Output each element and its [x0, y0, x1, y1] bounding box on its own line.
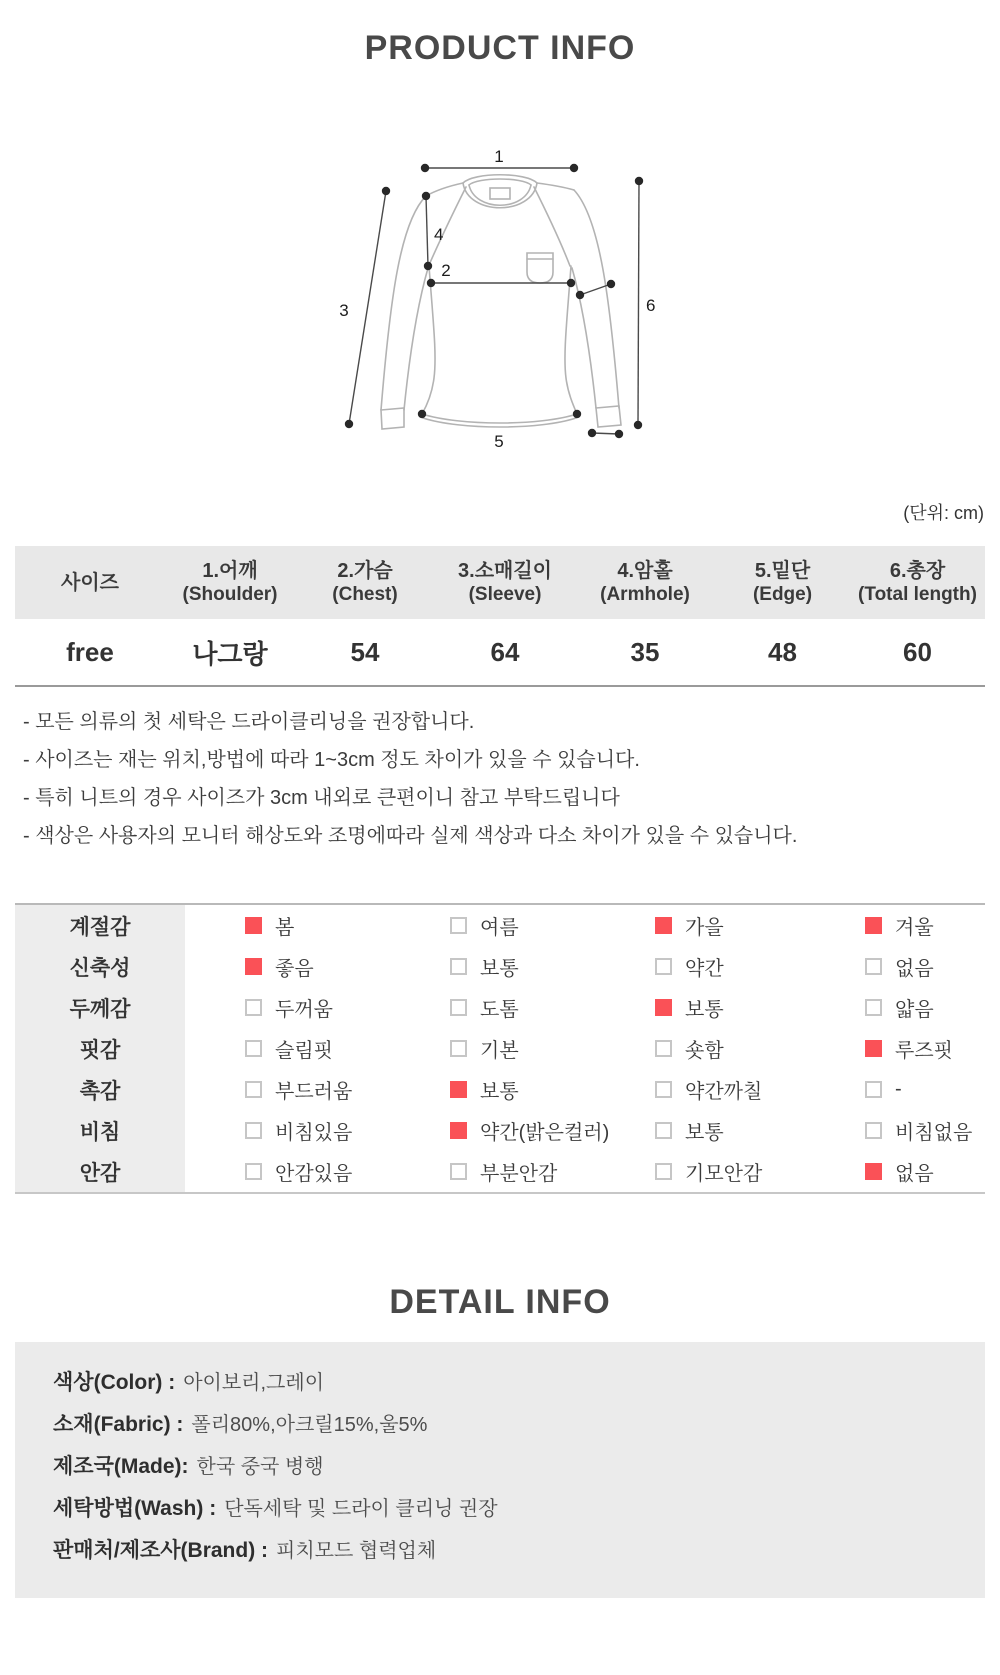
feature-option-label: 기본 — [480, 1040, 519, 1062]
page-title: PRODUCT INFO — [364, 29, 636, 67]
feature-option — [185, 987, 390, 1028]
feature-option — [805, 946, 985, 987]
feature-option — [595, 1069, 805, 1110]
measure-label-5: 5 — [494, 432, 504, 450]
checkbox-icon — [865, 917, 882, 934]
size-table-header-ko: 5.밑단 — [754, 560, 811, 582]
feature-option — [185, 1028, 390, 1069]
care-notes — [15, 703, 985, 855]
size-table-data-row — [15, 619, 985, 687]
feature-table — [15, 903, 985, 1194]
feature-option-label: 여름 — [480, 917, 519, 939]
detail-row-label: 소재(Fabric) : — [53, 1413, 184, 1436]
note-line: - 사이즈는 재는 위치,방법에 따라 1~3cm 정도 차이가 있을 수 있습니다. — [23, 749, 640, 771]
feature-option — [595, 987, 805, 1028]
checkbox-icon — [865, 999, 882, 1016]
size-table-header-cell — [435, 546, 575, 619]
checkbox-icon — [655, 999, 672, 1016]
size-table-header-en: (Armhole) — [600, 584, 690, 605]
feature-option-label: 없음 — [895, 1163, 934, 1185]
feature-option-label: 약간(밝은컬러) — [480, 1122, 610, 1144]
checkbox-icon — [450, 917, 467, 934]
detail-row — [53, 1446, 955, 1488]
checkbox-icon — [245, 1122, 262, 1139]
feature-row-label: 두께감 — [15, 987, 185, 1028]
feature-row — [15, 905, 985, 946]
size-table-header-row — [15, 546, 985, 619]
checkbox-icon — [865, 1122, 882, 1139]
detail-row-value: 피치모드 협력업체 — [276, 1540, 437, 1562]
feature-row — [15, 987, 985, 1028]
feature-option-label: 도톰 — [480, 999, 519, 1021]
detail-row-label: 색상(Color) : — [53, 1371, 176, 1394]
feature-option — [390, 1151, 595, 1192]
feature-option — [390, 905, 595, 946]
size-table-value-cell: free — [66, 636, 114, 667]
size-table-value-cell: 35 — [630, 636, 660, 667]
size-table-value-cell: 54 — [350, 636, 380, 667]
detail-row-value: 폴리80%,아크릴15%,울5% — [191, 1414, 428, 1436]
feature-option — [390, 1110, 610, 1151]
size-table-header-cell — [850, 546, 985, 619]
shirt-diagram-svg — [300, 120, 700, 450]
size-table-header-en: (Sleeve) — [468, 584, 542, 605]
checkbox-icon — [245, 1163, 262, 1180]
feature-option — [805, 905, 985, 946]
size-table-header-ko: 사이즈 — [61, 571, 119, 594]
feature-option-label: 얇음 — [895, 999, 934, 1021]
checkbox-icon — [450, 1040, 467, 1057]
feature-option — [805, 987, 985, 1028]
size-table-value-cell: 64 — [490, 636, 520, 667]
feature-row-label: 계절감 — [15, 905, 185, 946]
feature-option-label: 부드러움 — [275, 1081, 353, 1103]
feature-option-label: 약간까칠 — [685, 1081, 763, 1103]
checkbox-icon — [450, 958, 467, 975]
measure-label-4: 4 — [434, 225, 444, 244]
detail-row-value: 한국 중국 병행 — [196, 1456, 324, 1478]
feature-option-label: 숏함 — [685, 1040, 724, 1062]
feature-option-label: 보통 — [685, 1122, 724, 1144]
size-table-header-en: (Chest) — [332, 584, 398, 605]
detail-row-value: 단독세탁 및 드라이 클리닝 권장 — [224, 1498, 498, 1520]
feature-option-label: 가을 — [685, 917, 724, 939]
size-table-header-en: (Edge) — [752, 584, 813, 605]
feature-option — [805, 1028, 985, 1069]
feature-row — [15, 946, 985, 987]
size-table-header-cell — [15, 546, 165, 619]
checkbox-icon — [865, 958, 882, 975]
size-table-header-en: (Total length) — [858, 584, 977, 605]
size-table-header-ko: 4.암홀 — [617, 560, 673, 582]
size-table-header-cell — [165, 546, 295, 619]
checkbox-icon — [245, 917, 262, 934]
feature-row — [15, 1028, 985, 1069]
feature-option-label: 보통 — [480, 1081, 519, 1103]
feature-option — [595, 1110, 805, 1151]
checkbox-icon — [865, 1040, 882, 1057]
feature-option — [595, 946, 805, 987]
checkbox-icon — [245, 958, 262, 975]
detail-row — [53, 1488, 955, 1530]
shirt-measurement-diagram — [0, 120, 1000, 450]
size-table-header-cell — [715, 546, 850, 619]
note-line: - 특히 니트의 경우 사이즈가 3cm 내외로 큰편이니 참고 부탁드립니다 — [23, 787, 620, 809]
feature-option-label: 봄 — [275, 917, 295, 939]
feature-row — [15, 1110, 985, 1151]
detail-row-label: 제조국(Made): — [53, 1455, 189, 1478]
note-line: - 모든 의류의 첫 세탁은 드라이클리닝을 권장합니다. — [23, 711, 475, 733]
detail-row-value: 아이보리,그레이 — [183, 1372, 325, 1394]
feature-row-label: 안감 — [15, 1151, 185, 1192]
detail-row — [53, 1362, 955, 1404]
measure-label-2: 2 — [441, 261, 451, 280]
checkbox-icon — [450, 1122, 467, 1139]
feature-option-label: 비침없음 — [895, 1122, 973, 1144]
detail-info-box — [15, 1342, 985, 1598]
detail-row — [53, 1404, 955, 1446]
feature-option — [185, 1110, 390, 1151]
detail-row-label: 판매처/제조사(Brand) : — [53, 1539, 269, 1562]
feature-option — [595, 1151, 805, 1192]
feature-option — [185, 1151, 390, 1192]
feature-option — [185, 946, 390, 987]
checkbox-icon — [655, 1081, 672, 1098]
checkbox-icon — [655, 958, 672, 975]
feature-option — [595, 1028, 805, 1069]
note-line: - 색상은 사용자의 모니터 해상도와 조명에따라 실제 색상과 다소 차이가 있을 수 있습니다. — [23, 825, 798, 847]
shirt-outline — [381, 175, 621, 429]
feature-option-label: 비침있음 — [275, 1122, 353, 1144]
checkbox-icon — [655, 1163, 672, 1180]
detail-row-label: 세탁방법(Wash) : — [53, 1497, 217, 1520]
checkbox-icon — [655, 917, 672, 934]
size-table-header-ko: 1.어깨 — [202, 560, 258, 582]
checkbox-icon — [450, 1081, 467, 1098]
measure-label-1: 1 — [494, 147, 504, 166]
feature-row-label: 촉감 — [15, 1069, 185, 1110]
feature-option — [390, 987, 595, 1028]
feature-option-label: 루즈핏 — [895, 1040, 953, 1062]
feature-option-label: 없음 — [895, 958, 934, 980]
checkbox-icon — [245, 1081, 262, 1098]
checkbox-icon — [865, 1081, 882, 1098]
feature-option — [390, 1028, 595, 1069]
unit-note: (단위: cm) — [903, 503, 984, 523]
checkbox-icon — [865, 1163, 882, 1180]
size-table-header-ko: 3.소매길이 — [458, 560, 552, 582]
feature-option-label: 약간 — [685, 958, 724, 980]
feature-option — [390, 946, 595, 987]
checkbox-icon — [655, 1040, 672, 1057]
size-table — [15, 546, 985, 687]
feature-option-label: - — [895, 1078, 902, 1100]
feature-option — [595, 905, 805, 946]
feature-option-label: 부분안감 — [480, 1163, 558, 1185]
feature-option-label: 겨울 — [895, 917, 934, 939]
feature-option-label: 좋음 — [275, 958, 314, 980]
feature-option-label: 보통 — [685, 999, 724, 1021]
size-table-value-cell: 48 — [768, 636, 797, 667]
feature-row — [15, 1151, 985, 1192]
size-table-value-cell: 나그랑 — [192, 638, 268, 669]
feature-option-label: 기모안감 — [685, 1163, 763, 1185]
detail-info-title: DETAIL INFO — [389, 1283, 611, 1321]
checkbox-icon — [655, 1122, 672, 1139]
feature-option — [805, 1110, 985, 1151]
size-table-header-cell — [575, 546, 715, 619]
checkbox-icon — [245, 999, 262, 1016]
feature-row-label: 비침 — [15, 1110, 185, 1151]
checkbox-icon — [450, 1163, 467, 1180]
measure-label-3: 3 — [339, 301, 349, 320]
feature-option-label: 안감있음 — [275, 1163, 353, 1185]
feature-option-label: 슬림핏 — [275, 1040, 333, 1062]
feature-option-label: 보통 — [480, 958, 519, 980]
detail-row — [53, 1530, 955, 1572]
feature-row-label: 신축성 — [15, 946, 185, 987]
checkbox-icon — [450, 999, 467, 1016]
checkbox-icon — [245, 1040, 262, 1057]
size-table-header-cell — [295, 546, 435, 619]
feature-option — [805, 1151, 985, 1192]
size-table-header-en: (Shoulder) — [182, 584, 278, 605]
feature-row-label: 핏감 — [15, 1028, 185, 1069]
feature-option-label: 두꺼움 — [275, 999, 333, 1021]
size-table-value-cell: 60 — [903, 636, 932, 667]
size-table-header-ko: 6.총장 — [889, 560, 946, 582]
measure-label-6: 6 — [646, 296, 656, 315]
feature-option — [805, 1069, 985, 1110]
feature-option — [185, 1069, 390, 1110]
size-table-header-ko: 2.가슴 — [337, 560, 393, 582]
feature-row — [15, 1069, 985, 1110]
feature-option — [185, 905, 390, 946]
feature-option — [390, 1069, 595, 1110]
